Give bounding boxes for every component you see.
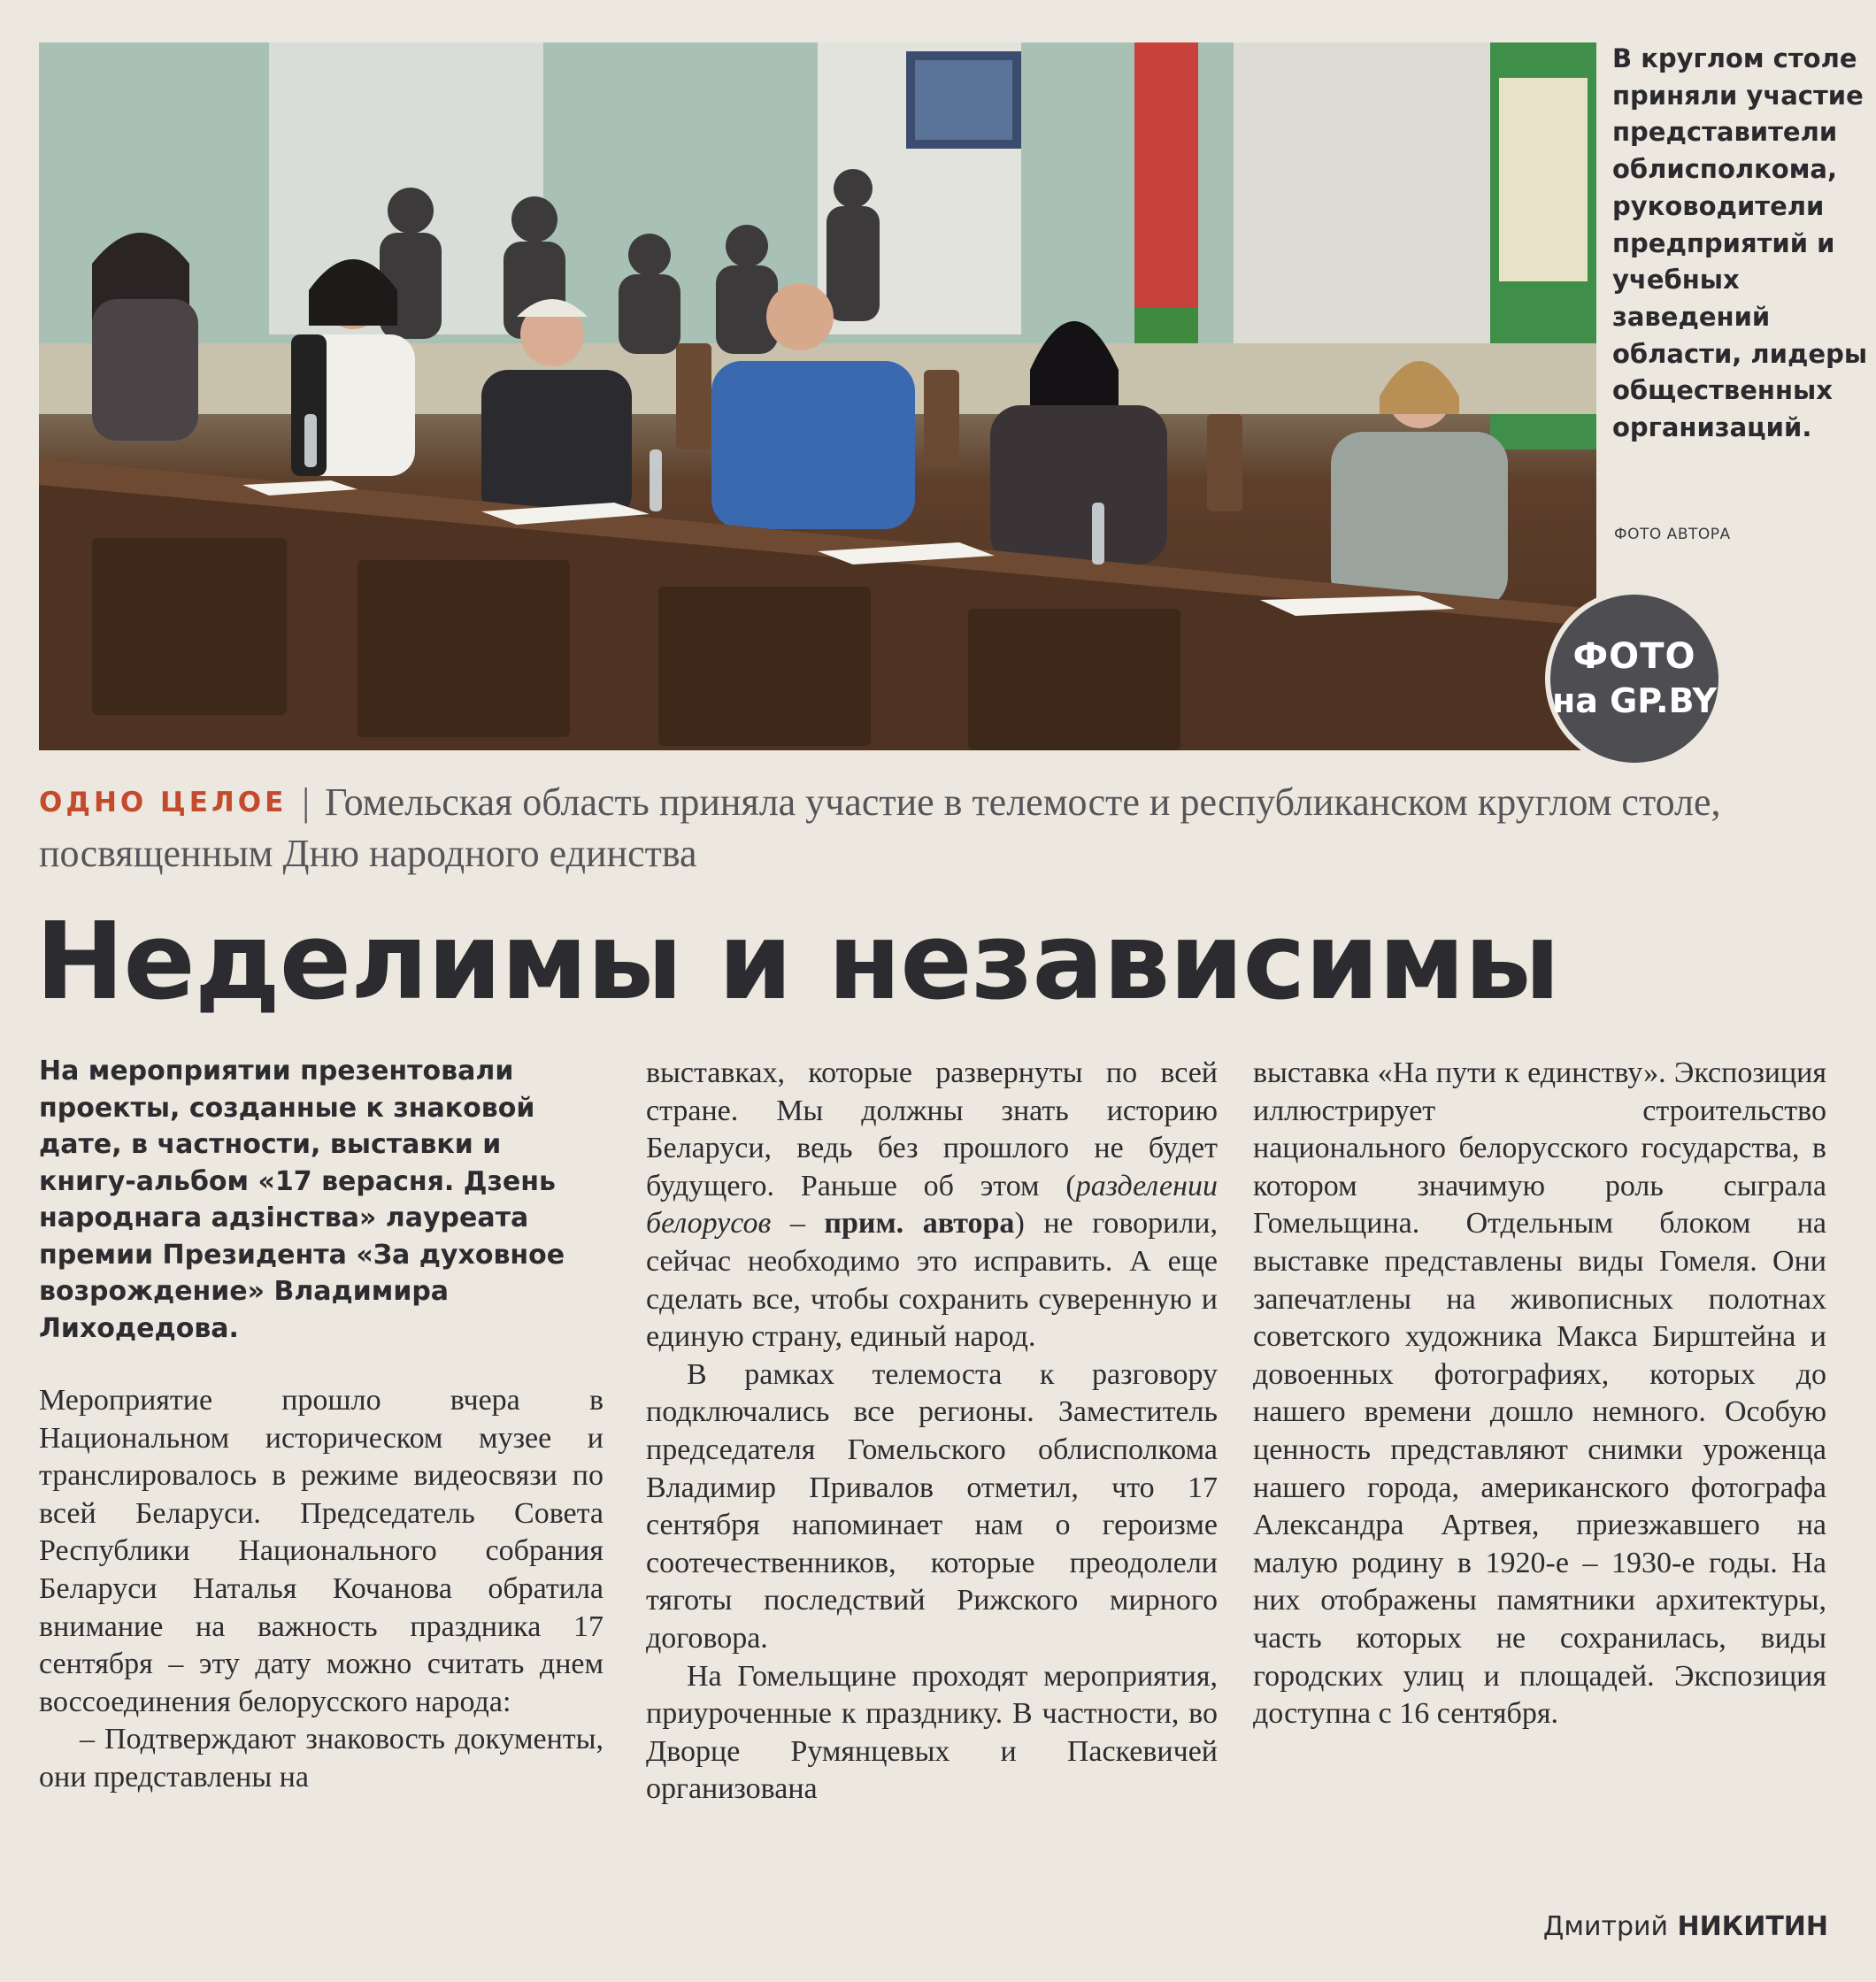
photo-caption: В круглом столе приняли участие представители облисполкома, руководители предприятий и учебных заведений области, лидеры общественных организаций. bbox=[1612, 43, 1868, 443]
article-headline: Неделимы и независимы bbox=[35, 901, 1560, 1024]
paragraph: Мероприятие прошло вчера в Национальном историческом музее и транслировалось в режиме видеосвязи по всей Беларуси. Председатель Совета Республики Национального собрания Беларуси Наталья Кочанова обратила внимание на важность праздника 17 сентября – эту дату можно считать днем воссоединения белорусского народа: bbox=[39, 1384, 604, 1718]
badge-line-2: на GP.BY bbox=[1551, 681, 1718, 720]
author-signature bbox=[1460, 1911, 1828, 1942]
article-column-2 bbox=[646, 1055, 1218, 1809]
article-column-3 bbox=[1253, 1055, 1826, 1733]
text-run: ) не говорили, сейчас необходимо это исправить. А еще сделать все, чтобы сохранить суверенную и единую страну, единый народ. bbox=[646, 1207, 1218, 1354]
paragraph bbox=[646, 1055, 1218, 1356]
paragraph: – Подтверждают знаковость документы, они представлены на bbox=[39, 1723, 604, 1794]
dash-run: – bbox=[771, 1207, 825, 1241]
photo-gallery-badge[interactable] bbox=[1550, 595, 1718, 763]
badge-line-1: ФОТО bbox=[1572, 636, 1696, 677]
photo-credit: ФОТО АВТОРА bbox=[1614, 526, 1731, 543]
italic-run: разделении белорусов bbox=[646, 1169, 1218, 1241]
bold-run: прим. автора bbox=[824, 1207, 1015, 1241]
paragraph: В рамках телемоста к разговору подключались все регионы. Заместитель председателя Гомельского облисполкома Владимир Привалов отметил, что 17 сентября напоминает нам о героизме соотечественников, которые преодолели тяготы последствий Рижского мирного договора. bbox=[646, 1357, 1218, 1655]
article-column-1 bbox=[39, 1053, 604, 1797]
article-intro: На мероприятии презентовали проекты, созданные к знаковой дате, в частности, выставки и книгу-альбом «17 верасня. Дзень народнага адзінства» лауреата премии Президента «За духовное возрождение» Владимира Лиходедова. bbox=[39, 1056, 565, 1344]
paragraph: выставка «На пути к единству». Экспозиция иллюстрирует строительство национального белорусского государства, в котором значимую роль сыграла Гомельщина. Отдельным блоком на выставке представлены виды Гомеля. Они запечатлены на живописных полотнах советского художника Макса Бирштейна и довоенных фотографиях, которых до нашего времени дошло немного. Особую ценность представляют снимки уроженца нашего города, американского фотографа Александра Артвея, приезжавшего на малую родину в 1920-е – 1930-е годы. На них отображены памятники архитектуры, часть которых не сохранилась, виды городских улиц и площадей. Экспозиция доступна с 16 сентября. bbox=[1253, 1056, 1826, 1731]
author-first-name: Дмитрий bbox=[1542, 1911, 1669, 1942]
article-lead bbox=[39, 777, 1844, 880]
rubric-label: ОДНО ЦЕЛОЕ bbox=[39, 787, 288, 818]
text-run: выставках, которые развернуты по всей стране. Мы должны знать историю Беларуси, ведь без прошлого не будет будущего. Раньше об этом ( bbox=[646, 1056, 1218, 1202]
event-photo-illustration bbox=[39, 42, 1596, 750]
author-last-name: НИКИТИН bbox=[1677, 1911, 1828, 1942]
event-photo bbox=[39, 42, 1596, 750]
lead-text: Гомельская область приняла участие в телемосте и республиканском круглом столе, посвященным Дню народного единства bbox=[39, 780, 1721, 875]
rubric-separator: | bbox=[302, 780, 311, 824]
paragraph: На Гомельщине проходят мероприятия, приуроченные к празднику. В частности, во Дворце Румянцевых и Паскевичей организована bbox=[646, 1659, 1218, 1806]
